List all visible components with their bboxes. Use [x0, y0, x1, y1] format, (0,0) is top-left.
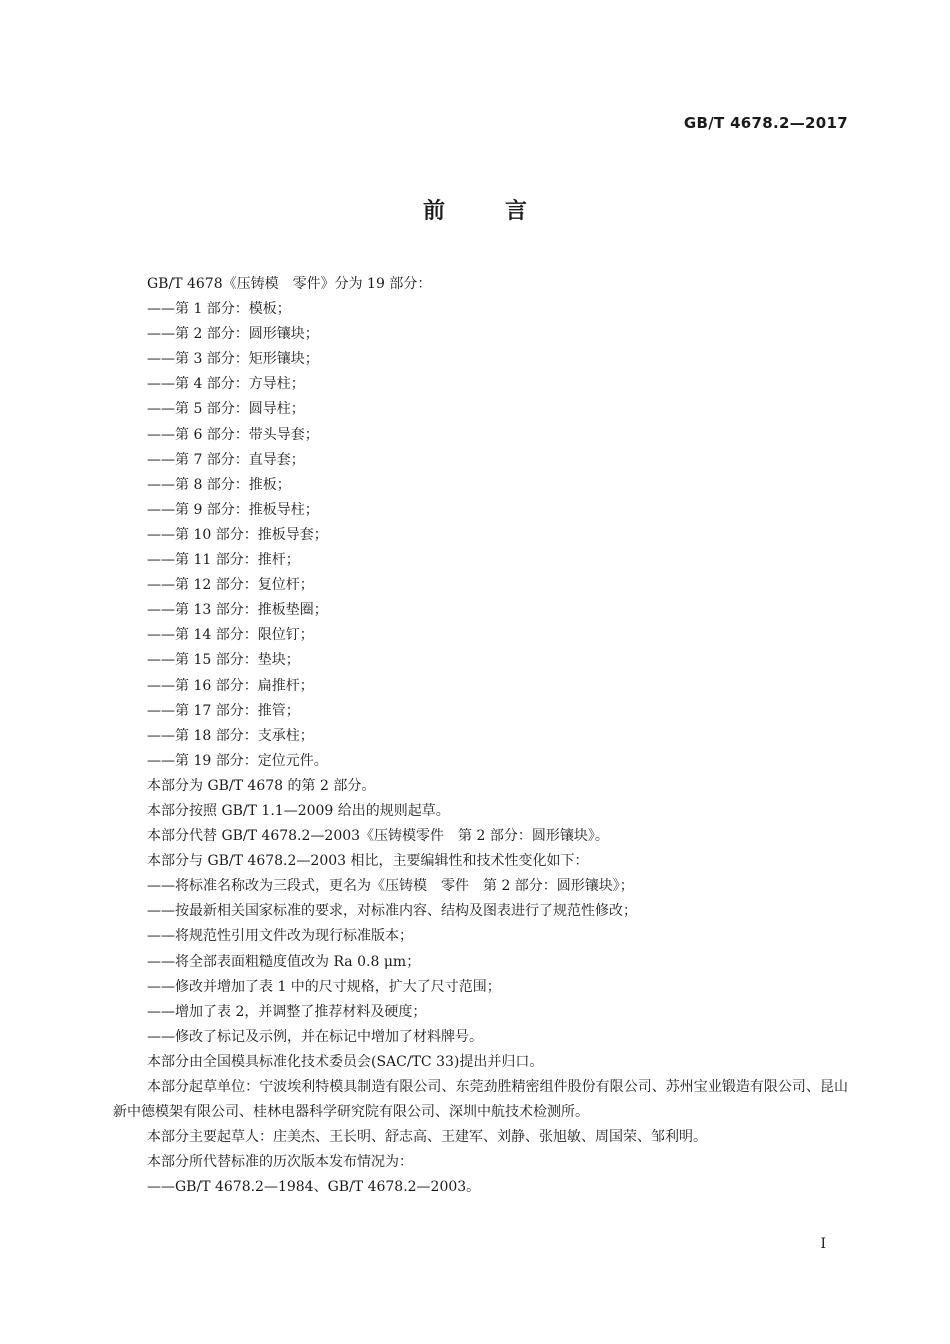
foreword-body — [113, 272, 848, 1200]
paragraph: 本部分主要起草人：庄美杰、王长明、舒志高、王建军、刘静、张旭敏、周国荣、邹利明。 — [147, 1129, 707, 1146]
paragraph: 本部分所代替标准的历次版本发布情况为： — [147, 1154, 413, 1171]
list-item: ——第 1 部分：模板； — [147, 301, 291, 318]
list-item: ——第 18 部分：支承柱； — [147, 727, 314, 744]
list-item: ——将全部表面粗糙度值改为 Ra 0.8 μm； — [147, 953, 421, 970]
list-item: ——第 4 部分：方导柱； — [147, 376, 305, 393]
list-item: ——增加了表 2，并调整了推荐材料及硬度； — [147, 1003, 427, 1020]
list-item: ——第 6 部分：带头导套； — [147, 426, 319, 443]
list-item: ——按最新相关国家标准的要求，对标准内容、结构及图表进行了规范性修改； — [147, 903, 637, 920]
list-item: ——第 14 部分：限位钉； — [147, 627, 314, 644]
page-number: I — [820, 1236, 826, 1252]
list-item: ——第 7 部分：直导套； — [147, 451, 305, 468]
list-item: ——第 5 部分：圆导柱； — [147, 401, 305, 418]
paragraph: 本部分由全国模具标准化技术委员会(SAC/TC 33)提出并归口。 — [147, 1053, 544, 1070]
list-item: ——GB/T 4678.2—1984、GB/T 4678.2—2003。 — [147, 1179, 481, 1196]
list-item: ——第 11 部分：推杆； — [147, 552, 300, 569]
list-item: ——第 16 部分：扁推杆； — [147, 677, 314, 694]
paragraph: 本部分与 GB/T 4678.2—2003 相比，主要编辑性和技术性变化如下： — [147, 853, 589, 870]
page-title: 前言 — [422, 199, 587, 224]
paragraph: 本部分为 GB/T 4678 的第 2 部分。 — [147, 777, 376, 794]
list-item: ——将规范性引用文件改为现行标准版本； — [147, 928, 413, 945]
list-item: ——将标准名称改为三段式，更名为《压铸模 零件 第 2 部分：圆形镶块》； — [147, 878, 634, 895]
list-item: ——第 12 部分：复位杆； — [147, 577, 314, 594]
list-item: ——第 8 部分：推板； — [147, 476, 291, 493]
paragraph: 本部分代替 GB/T 4678.2—2003《压铸模零件 第 2 部分：圆形镶块》。 — [147, 828, 609, 845]
paragraph: GB/T 4678《压铸模 零件》分为 19 部分： — [147, 276, 432, 292]
list-item: ——第 17 部分：推管； — [147, 702, 300, 719]
list-item: ——第 15 部分：垫块； — [147, 652, 300, 669]
list-item: ——第 10 部分：推板导套； — [147, 526, 328, 543]
list-item: ——第 3 部分：矩形镶块； — [147, 351, 319, 368]
paragraph: 本部分按照 GB/T 1.1—2009 给出的规则起草。 — [147, 802, 450, 819]
list-item: ——修改了标记及示例，并在标记中增加了材料牌号。 — [147, 1028, 483, 1045]
list-item: ——修改并增加了表 1 中的尺寸规格，扩大了尺寸范围； — [147, 978, 501, 995]
list-item: ——第 13 部分：推板垫圈； — [147, 602, 328, 619]
paragraph: 本部分起草单位：宁波埃利特模具制造有限公司、东莞劲胜精密组件股份有限公司、苏州宝业锻造有限公司、昆山新中德模架有限公司、桂林电器科学研究院有限公司、深圳中航技术检测所。 — [113, 1079, 848, 1121]
list-item: ——第 9 部分：推板导柱； — [147, 501, 319, 518]
list-item: ——第 19 部分：定位元件。 — [147, 752, 328, 769]
document-number: GB/T 4678.2—2017 — [683, 114, 848, 132]
list-item: ——第 2 部分：圆形镶块； — [147, 326, 319, 343]
